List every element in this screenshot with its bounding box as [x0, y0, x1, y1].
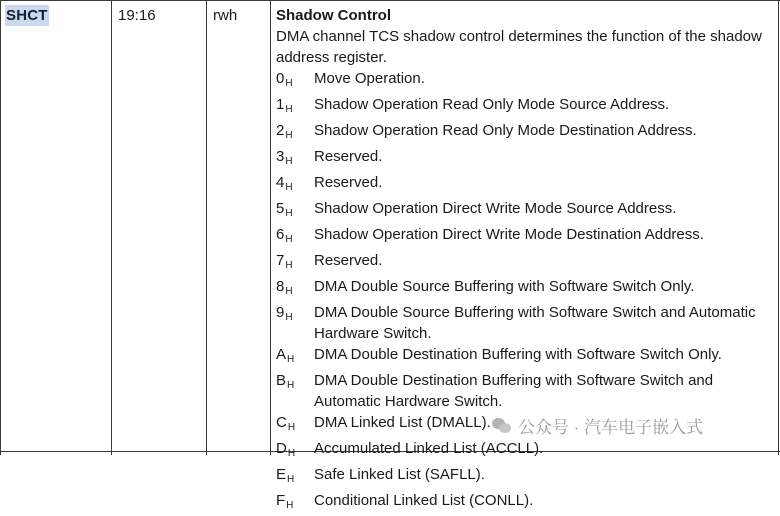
- column-divider-access: [206, 0, 207, 455]
- enum-description: Shadow Operation Read Only Mode Source Address.: [314, 96, 670, 113]
- enum-row: [276, 172, 774, 198]
- enum-code: $0_H$: [276, 70, 293, 89]
- table-top-border: [0, 0, 780, 1]
- enum-code: $C_H$: [276, 414, 296, 433]
- enum-code: $6_H$: [276, 226, 293, 245]
- enum-code: $E_H$: [276, 466, 295, 485]
- enum-code: $8_H$: [276, 278, 293, 297]
- field-description-text: DMA channel TCS shadow control determines the function of the shadow address register.: [276, 28, 762, 66]
- enum-row: [276, 250, 774, 276]
- enum-row: [276, 302, 774, 344]
- field-name[interactable]: SHCT: [6, 7, 48, 24]
- enum-code: $B_H$: [276, 372, 295, 391]
- enum-list: [276, 68, 774, 516]
- enum-description: DMA Double Source Buffering with Software Switch Only.: [314, 278, 695, 295]
- watermark-text: 公众号 · 汽车电子嵌入式: [518, 418, 704, 437]
- enum-description: Reserved.: [314, 252, 383, 269]
- enum-code: $F_H$: [276, 492, 294, 511]
- enum-description: Reserved.: [314, 174, 383, 191]
- field-title: Shadow Control: [276, 7, 391, 24]
- enum-code: $1_H$: [276, 96, 293, 115]
- enum-row: [276, 276, 774, 302]
- enum-description: Safe Linked List (SAFLL).: [314, 466, 485, 483]
- enum-row: [276, 490, 774, 516]
- enum-description: DMA Double Destination Buffering with Software Switch Only.: [314, 346, 722, 363]
- enum-description: DMA Double Source Buffering with Software Switch and Automatic Hardware Switch.: [314, 304, 756, 342]
- column-divider-bits: [111, 0, 112, 455]
- enum-row: [276, 370, 774, 412]
- enum-row: [276, 464, 774, 490]
- enum-code: $2_H$: [276, 122, 293, 141]
- enum-code: $D_H$: [276, 440, 296, 459]
- enum-description: Shadow Operation Read Only Mode Destination Address.: [314, 122, 697, 139]
- column-divider-left: [0, 0, 1, 455]
- column-divider-desc: [270, 0, 271, 455]
- access-type: rwh: [213, 7, 238, 24]
- enum-row: [276, 224, 774, 250]
- enum-description: Reserved.: [314, 148, 383, 165]
- enum-row: [276, 146, 774, 172]
- enum-row: [276, 198, 774, 224]
- enum-description: Accumulated Linked List (ACCLL).: [314, 440, 544, 457]
- enum-code: $A_H$: [276, 346, 295, 365]
- wechat-icon: [492, 418, 512, 434]
- enum-description: Move Operation.: [314, 70, 425, 87]
- enum-description: Conditional Linked List (CONLL).: [314, 492, 534, 509]
- enum-code: $7_H$: [276, 252, 293, 271]
- enum-row: [276, 68, 774, 94]
- enum-code: $3_H$: [276, 148, 293, 167]
- enum-row: [276, 94, 774, 120]
- column-divider-right: [778, 0, 779, 455]
- enum-row: [276, 120, 774, 146]
- enum-description: DMA Double Destination Buffering with Software Switch and Automatic Hardware Switch.: [314, 372, 714, 410]
- bit-range: 19:16: [118, 7, 156, 24]
- enum-row: [276, 438, 774, 464]
- enum-code: $4_H$: [276, 174, 293, 193]
- enum-row: [276, 344, 774, 370]
- enum-description: DMA Linked List (DMALL).: [314, 414, 491, 431]
- field-description: [276, 5, 774, 516]
- enum-code: $9_H$: [276, 304, 293, 323]
- watermark: [492, 413, 703, 438]
- enum-description: Shadow Operation Direct Write Mode Destination Address.: [314, 226, 704, 243]
- enum-description: Shadow Operation Direct Write Mode Source Address.: [314, 200, 677, 217]
- enum-code: $5_H$: [276, 200, 293, 219]
